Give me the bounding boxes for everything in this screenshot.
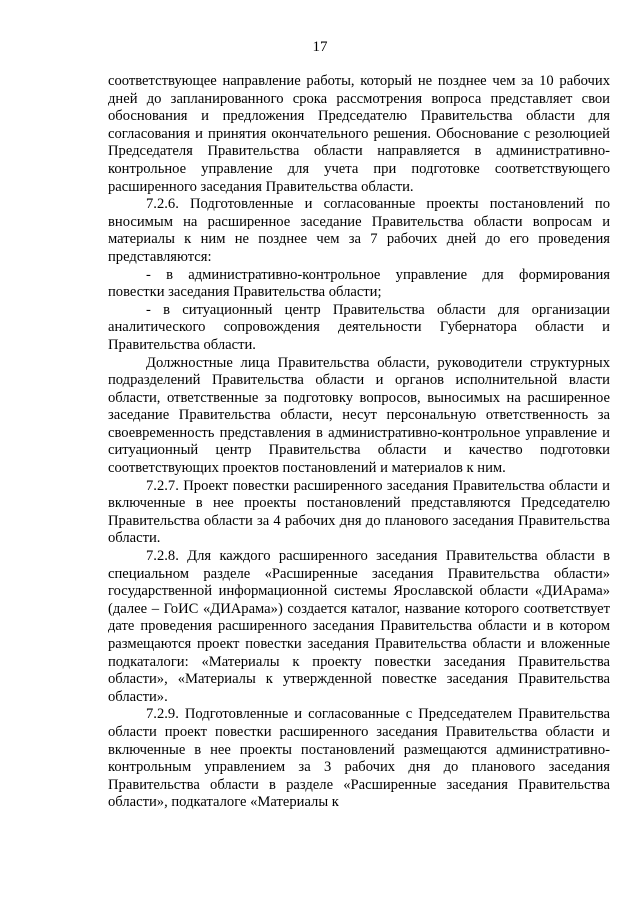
- paragraph-responsibility: Должностные лица Правительства области, руководители структурных подразделений Правительства области и органов исполнительной власти области, ответственные за подготовку вопросов, выносимых на расширенное заседание Правительства области, несут персональную ответственность за своевременность представления в административно-контрольное управление и ситуационный центр Правительства области и качество подготовки соответствующих проектов постановлений и материалов к ним.: [108, 354, 610, 477]
- list-item-control-department: - в административно-контрольное управление для формирования повестки заседания Правительства области;: [108, 266, 610, 301]
- page-number: 17: [312, 39, 328, 55]
- list-item-situation-center: - в ситуационный центр Правительства области для организации аналитического сопровождения деятельности Губернатора области и Правительства области.: [108, 301, 610, 353]
- paragraph-continuation: соответствующее направление работы, который не позднее чем за 10 рабочих дней до запланированного срока рассмотрения вопроса представляет свои обоснования и предложения Председателю Правительства области для согласования и принятия окончательного решения. Обоснование с резолюцией Председателя Правительства области направляется в административно-контрольное управление для учета при подготовке соответствующего расширенного заседания Правительства области.: [108, 73, 610, 195]
- paragraph-7-2-7: 7.2.7. Проект повестки расширенного заседания Правительства области и включенные в нее проекты постановлений представляются Председателю Правительства области за 4 рабочих дня до планового заседания Правительства области.: [108, 477, 610, 547]
- document-body: [108, 73, 610, 812]
- paragraph-7-2-9: 7.2.9. Подготовленные и согласованные с Председателем Правительства области проект повестки расширенного заседания Правительства области и включенные в нее проекты постановлений размещаются административно-контрольным управлением за 3 рабочих дня до планового заседания Правительства области в разделе «Расширенные заседания Правительства области», подкаталоге «Материалы к: [108, 706, 610, 811]
- paragraph-7-2-6: 7.2.6. Подготовленные и согласованные проекты постановлений по вносимым на расширенное заседание Правительства области вопросам и материалы к ним не позднее чем за 7 рабочих дней до его проведения представляются:: [108, 196, 610, 265]
- paragraph-7-2-8: 7.2.8. Для каждого расширенного заседания Правительства области в специальном разделе «Расширенные заседания Правительства области» государственной информационной системы Ярославской области «ДИАрама» (далее – ГоИС «ДИАрама») создается каталог, название которого соответствует дате проведения расширенного заседания Правительства области и в котором размещаются проект повестки заседания Правительства области и вложенные подкаталоги: «Материалы к проекту повестки заседания Правительства области», «Материалы к утвержденной повестке заседания Правительства области».: [108, 548, 610, 705]
